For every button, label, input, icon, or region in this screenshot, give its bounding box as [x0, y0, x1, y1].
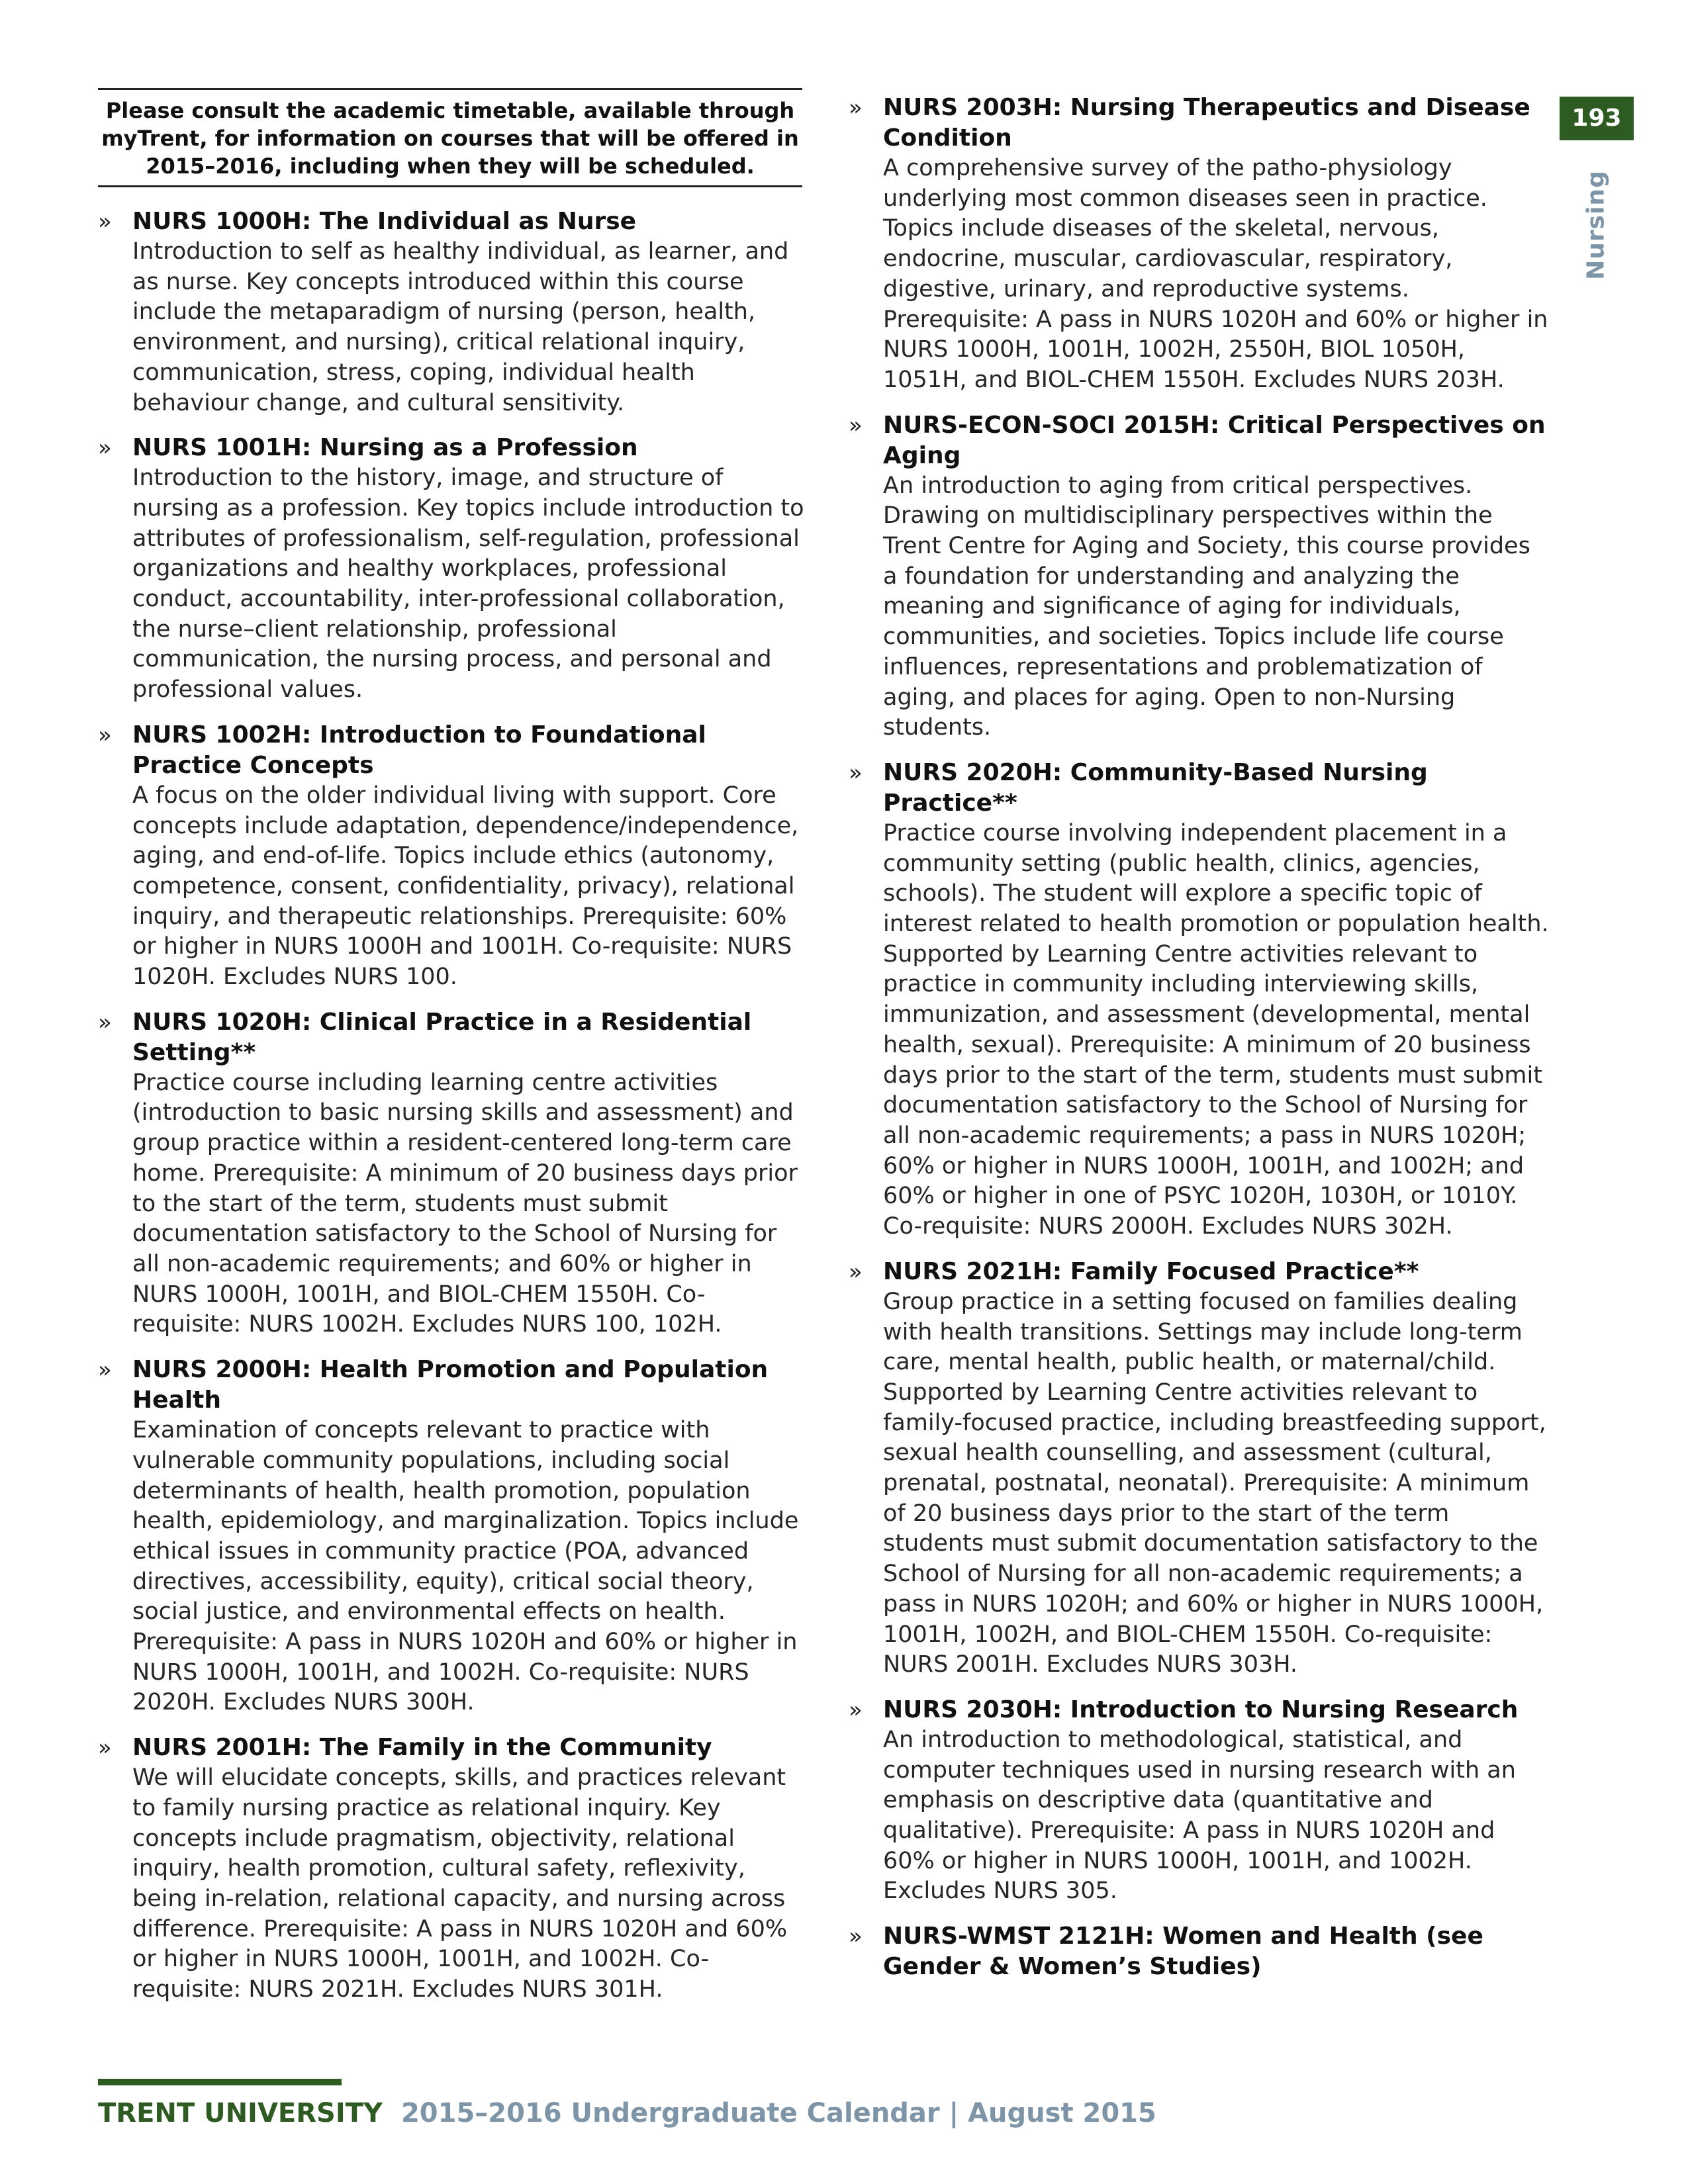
bullet-marker: »: [849, 759, 863, 786]
bullet-marker: »: [849, 1923, 863, 1950]
course-description: Practice course involving independent placement in a community setting (public health, clinics, agencies, schools). The student will explore a specific topic of interest related to health promotion or population health. Supported by Learning Centre activities relevant to practice in community including interviewing skills, immunization, and assessment (developmental, mental health, sexual). Prerequisite: A minimum of 20 business days prior to the start of the term, students must submit documentation satisfactory to the School of Nursing for all non-academic requirements; a pass in NURS 1020H; 60% or higher in NURS 1000H, 1001H, and 1002H; and 60% or higher in one of PSYC 1020H, 1030H, or 1010Y. Co-requisite: NURS 2000H. Excludes NURS 302H.: [883, 819, 1549, 1240]
bullet-marker: »: [98, 721, 112, 749]
course-description: An introduction to methodological, statistical, and computer techniques used in nursing research with an emphasis on descriptive data (quantitative and qualitative). Prerequisite: A pass in NURS 1020H and 60% or higher in NURS 1000H, 1001H, and 1002H. Excludes NURS 305.: [883, 1726, 1516, 1905]
course-title: NURS 1001H: Nursing as a Profession: [132, 434, 638, 462]
bullet-marker: »: [98, 1735, 112, 1762]
course-title: NURS 2000H: Health Promotion and Population Health: [132, 1356, 769, 1414]
course-entry: [849, 1921, 1549, 1982]
course-description: Group practice in a setting focused on families dealing with health transitions. Settings may include long-term care, mental health, public health, or maternal/child. Supported by Learning Centre activities relevant to family-focused practice, including breastfeeding support, sexual health counselling, and assessment (cultural, prenatal, postnatal, neonatal). Prerequisite: A minimum of 20 business days prior to the start of the term students must submit documentation satisfactory to the School of Nursing for all non-academic requirements; a pass in NURS 1020H; and 60% or higher in NURS 1000H, 1001H, 1002H, and BIOL-CHEM 1550H. Co-requisite: NURS 2001H. Excludes NURS 303H.: [883, 1288, 1546, 1678]
course-entry: [98, 1355, 805, 1718]
course-entry: [98, 206, 805, 418]
right-column: [849, 93, 1549, 1997]
course-entry: [98, 1733, 805, 2005]
course-description: Examination of concepts relevant to practice with vulnerable community populations, including social determinants of health, health promotion, population health, epidemiology, and marginalization. Topics include ethical issues in community practice (POA, advanced directives, accessibility, equity), critical social theory, social justice, and environmental effects on health. Prerequisite: A pass in NURS 1020H and 60% or higher in NURS 1000H, 1001H, and 1002H. Co-requisite: NURS 2020H. Excludes NURS 300H.: [132, 1417, 799, 1716]
course-description: Introduction to self as healthy individual, as learner, and as nurse. Key concepts introduced within this course include the metaparadigm of nursing (person, health, environment, and nursing), critical relational inquiry, communication, stress, coping, individual health behaviour change, and cultural sensitivity.: [132, 238, 789, 416]
bullet-marker: »: [98, 1357, 112, 1384]
course-entry: [849, 758, 1549, 1242]
left-column: [98, 206, 805, 2020]
course-title: NURS 1020H: Clinical Practice in a Residential Setting**: [132, 1008, 752, 1066]
bullet-marker: »: [849, 412, 863, 439]
page-number: 193: [1560, 97, 1634, 140]
footer-rule: [98, 2079, 342, 2085]
course-title: NURS-WMST 2121H: Women and Health (see Gender & Women’s Studies): [883, 1923, 1483, 1981]
course-title: NURS 2030H: Introduction to Nursing Research: [883, 1696, 1519, 1723]
page-footer: [98, 2097, 1156, 2130]
course-entry: [849, 410, 1549, 743]
course-title: NURS 2003H: Nursing Therapeutics and Disease Condition: [883, 94, 1530, 152]
section-side-label: Nursing: [1582, 170, 1610, 280]
course-entry: [98, 433, 805, 705]
course-title: NURS 1002H: Introduction to Foundational Practice Concepts: [132, 721, 706, 779]
course-entry: [849, 93, 1549, 396]
course-description: Practice course including learning centre activities (introduction to basic nursing skills and assessment) and group practice within a resident-centered long-term care home. Prerequisite: A minimum of 20 business days prior to the start of the term, students must submit documentation satisfactory to the School of Nursing for all non-academic requirements; and 60% or higher in NURS 1000H, 1001H, and BIOL-CHEM 1550H. Co-requisite: NURS 1002H. Excludes NURS 100, 102H.: [132, 1069, 798, 1338]
course-title: NURS-ECON-SOCI 2015H: Critical Perspectives on Aging: [883, 411, 1546, 469]
bullet-marker: »: [98, 1009, 112, 1036]
bullet-marker: »: [849, 95, 863, 121]
course-description: A comprehensive survey of the patho-physiology underlying most common diseases seen in practice. Topics include diseases of the skeletal, nervous, endocrine, muscular, cardiovascular, respiratory, digestive, urinary, and reproductive systems. Prerequisite: A pass in NURS 1020H and 60% or higher in NURS 1000H, 1001H, 1002H, 2550H, BIOL 1050H, 1051H, and BIOL-CHEM 1550H. Excludes NURS 203H.: [883, 155, 1548, 393]
course-description: Introduction to the history, image, and structure of nursing as a profession. Key topics include introduction to attributes of professionalism, self-regulation, professional organizations and healthy workplaces, professional conduct, accountability, inter-professional collaboration, the nurse–client relationship, professional communication, the nursing process, and personal and professional values.: [132, 465, 804, 704]
course-title: NURS 1000H: The Individual as Nurse: [132, 208, 637, 235]
course-entry: [849, 1695, 1549, 1907]
bullet-marker: »: [98, 435, 112, 462]
course-entry: [98, 1007, 805, 1340]
course-entry: [98, 720, 805, 993]
course-title: NURS 2020H: Community-Based Nursing Practice**: [883, 758, 1428, 817]
bullet-marker: »: [849, 1696, 863, 1723]
timetable-notice: Please consult the academic timetable, available through myTrent, for information on courses that will be offered in 2015–2016, including when they will be scheduled.: [98, 88, 802, 187]
bullet-marker: »: [849, 1258, 863, 1285]
course-title: NURS 2021H: Family Focused Practice**: [883, 1257, 1419, 1285]
course-entry: [849, 1257, 1549, 1680]
footer-calendar: 2015–2016 Undergraduate Calendar | August 2015: [400, 2098, 1156, 2128]
course-description: A focus on the older individual living with support. Core concepts include adaptation, dependence/independence, aging, and end-of-life. Topics include ethics (autonomy, competence, consent, confidentiality, privacy), relational inquiry, and therapeutic relationships. Prerequisite: 60% or higher in NURS 1000H and 1001H. Co-requisite: NURS 1020H. Excludes NURS 100.: [132, 782, 799, 991]
bullet-marker: »: [98, 208, 112, 235]
course-description: An introduction to aging from critical perspectives. Drawing on multidisciplinary perspectives within the Trent Centre for Aging and Society, this course provides a foundation for understanding and analyzing the meaning and significance of aging for individuals, communities, and societies. Topics include life course influences, representations and problematization of aging, and places for aging. Open to non-Nursing students.: [883, 472, 1530, 741]
course-title: NURS 2001H: The Family in the Community: [132, 1734, 712, 1762]
footer-university: TRENT UNIVERSITY: [98, 2098, 383, 2128]
course-description: We will elucidate concepts, skills, and practices relevant to family nursing practice as relational inquiry. Key concepts include pragmatism, objectivity, relational inquiry, health promotion, cultural safety, reflexivity, being in-relation, relational capacity, and nursing across difference. Prerequisite: A pass in NURS 1020H and 60% or higher in NURS 1000H, 1001H, and 1002H. Co-requisite: NURS 2021H. Excludes NURS 301H.: [132, 1764, 788, 2003]
